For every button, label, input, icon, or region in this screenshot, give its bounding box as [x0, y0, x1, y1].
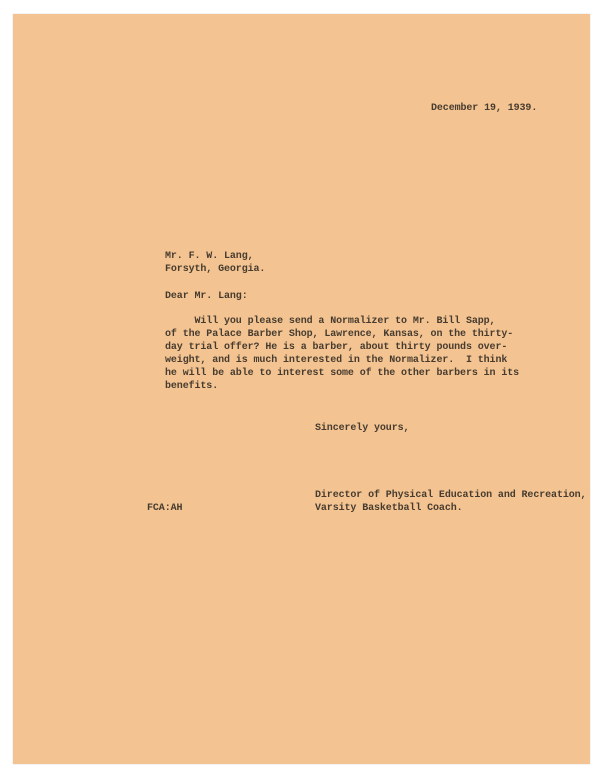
- body-line: benefits.: [165, 381, 219, 392]
- body-line: weight, and is much interested in the Normalizer. I think: [165, 355, 508, 366]
- body-line: day trial offer? He is a barber, about thirty pounds over-: [165, 342, 508, 353]
- letter-date: December 19, 1939.: [431, 103, 538, 114]
- signature-title-line-2: Varsity Basketball Coach.: [315, 503, 463, 514]
- recipient-location: Forsyth, Georgia.: [165, 264, 266, 275]
- recipient-name: Mr. F. W. Lang,: [165, 251, 254, 262]
- body-line: Will you please send a Normalizer to Mr. Bill Sapp,: [165, 316, 496, 327]
- letter-page: [13, 14, 590, 764]
- body-line: he will be able to interest some of the other barbers in its: [165, 368, 520, 379]
- signature-title-line-1: Director of Physical Education and Recreation,: [315, 490, 587, 501]
- body-line: of the Palace Barber Shop, Lawrence, Kansas, on the thirty-: [165, 329, 514, 340]
- closing: Sincerely yours,: [315, 423, 410, 434]
- reference-initials: FCA:AH: [147, 503, 183, 514]
- salutation: Dear Mr. Lang:: [165, 291, 248, 302]
